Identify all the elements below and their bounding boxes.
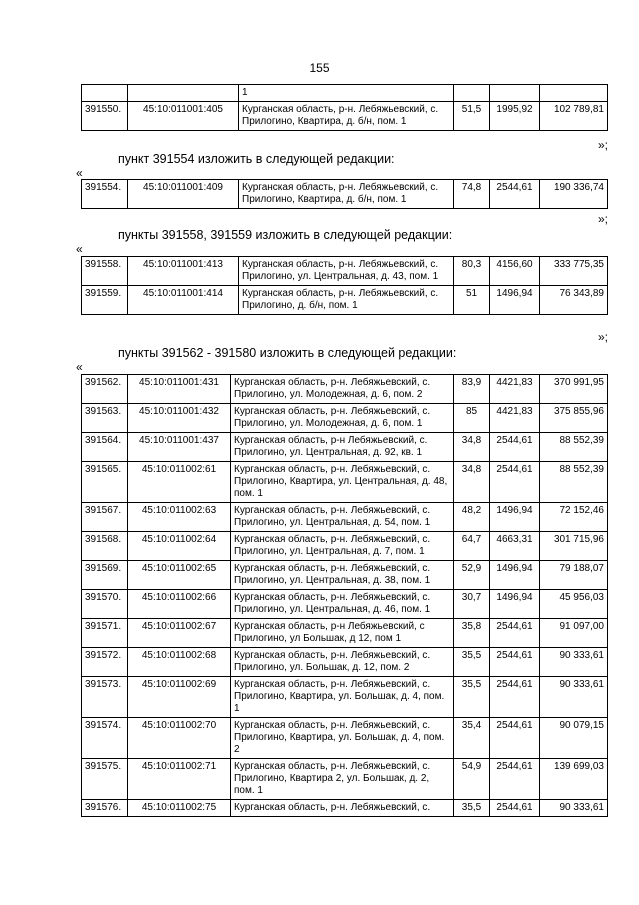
address-cell: Курганская область, р-н. Лебяжьевский, с. Прилогино, Квартира, д. б/н, пом. 1 <box>239 102 454 131</box>
row-number: 391570. <box>82 590 128 619</box>
table-row <box>82 503 608 532</box>
close-quote: »; <box>598 212 609 226</box>
table-row <box>82 800 608 817</box>
address-cell: Курганская область, р-н. Лебяжьевский, с. Прилогино, ул. Молодежная, д. 6, пом. 1 <box>231 404 454 433</box>
rate-cell: 2544,61 <box>490 759 540 800</box>
rate-cell: 4421,83 <box>490 404 540 433</box>
address-cell: Курганская область, р-н. Лебяжьевский, с. Прилогино, Квартира, ул. Центральная, д. 48, пом. 1 <box>231 462 454 503</box>
area-cell: 80,3 <box>454 257 490 286</box>
address-cell: Курганская область, р-н. Лебяжьевский, с. Прилогино, ул. Центральная, д. 7, пом. 1 <box>231 532 454 561</box>
cadastral-number: 45:10:011002:64 <box>128 532 231 561</box>
area-cell: 34,8 <box>454 462 490 503</box>
close-quote: »; <box>598 138 609 152</box>
table-cell: 1 <box>239 85 454 102</box>
address-cell: Курганская область, р-н. Лебяжьевский, с. <box>231 800 454 817</box>
row-number: 391559. <box>82 286 128 315</box>
table-block-1 <box>81 84 608 131</box>
area-cell: 83,9 <box>454 375 490 404</box>
table-header-row <box>82 85 608 102</box>
row-number: 391558. <box>82 257 128 286</box>
row-number: 391572. <box>82 648 128 677</box>
row-number: 391575. <box>82 759 128 800</box>
cadastral-number: 45:10:011002:65 <box>128 561 231 590</box>
cadastral-number: 45:10:011002:66 <box>128 590 231 619</box>
value-cell: 375 855,96 <box>540 404 608 433</box>
area-cell: 52,9 <box>454 561 490 590</box>
address-cell: Курганская область, р-н. Лебяжьевский, с. Прилогино, ул. Молодежная, д. 6, пом. 2 <box>231 375 454 404</box>
rate-cell: 4156,60 <box>490 257 540 286</box>
table-cell <box>490 85 540 102</box>
value-cell: 370 991,95 <box>540 375 608 404</box>
rate-cell: 1995,92 <box>490 102 540 131</box>
row-number: 391567. <box>82 503 128 532</box>
table-cell <box>454 85 490 102</box>
table-row <box>82 648 608 677</box>
cadastral-number: 45:10:011001:405 <box>128 102 239 131</box>
table-row <box>82 257 608 286</box>
rate-cell: 2544,61 <box>490 800 540 817</box>
row-number: 391554. <box>82 180 128 209</box>
area-cell: 35,8 <box>454 619 490 648</box>
row-number: 391569. <box>82 561 128 590</box>
cadastral-number: 45:10:011002:75 <box>128 800 231 817</box>
table-row <box>82 375 608 404</box>
rate-cell: 2544,61 <box>490 677 540 718</box>
table-block-3 <box>81 256 608 315</box>
cadastral-number: 45:10:011002:61 <box>128 462 231 503</box>
cadastral-number: 45:10:011002:63 <box>128 503 231 532</box>
rate-cell: 2544,61 <box>490 648 540 677</box>
row-number: 391564. <box>82 433 128 462</box>
area-cell: 54,9 <box>454 759 490 800</box>
value-cell: 90 333,61 <box>540 800 608 817</box>
value-cell: 79 188,07 <box>540 561 608 590</box>
address-cell: Курганская область, р-н. Лебяжьевский, с. Прилогино, Квартира, ул. Большак, д. 4, пом. 1 <box>231 677 454 718</box>
area-cell: 35,5 <box>454 648 490 677</box>
table-block-4 <box>81 374 608 817</box>
address-cell: Курганская область, р-н. Лебяжьевский, с. Прилогино, Квартира, ул. Большак, д. 4, пом. 2 <box>231 718 454 759</box>
rate-cell: 1496,94 <box>490 503 540 532</box>
rate-cell: 4663,31 <box>490 532 540 561</box>
page-number: 155 <box>309 61 330 75</box>
cadastral-number: 45:10:011002:68 <box>128 648 231 677</box>
address-cell: Курганская область, р-н. Лебяжьевский, с. Прилогино, Квартира, д. б/н, пом. 1 <box>239 180 454 209</box>
open-quote: « <box>76 242 83 256</box>
rate-cell: 2544,61 <box>490 462 540 503</box>
table-cell <box>82 85 128 102</box>
row-number: 391563. <box>82 404 128 433</box>
area-cell: 51 <box>454 286 490 315</box>
value-cell: 190 336,74 <box>540 180 608 209</box>
table-row <box>82 759 608 800</box>
area-cell: 64,7 <box>454 532 490 561</box>
row-number: 391571. <box>82 619 128 648</box>
table-row <box>82 677 608 718</box>
table-row <box>82 180 608 209</box>
table-block-2 <box>81 179 608 209</box>
table-row <box>82 619 608 648</box>
address-cell: Курганская область, р-н. Лебяжьевский, с. Прилогино, ул. Центральная, д. 46, пом. 1 <box>231 590 454 619</box>
area-cell: 35,5 <box>454 800 490 817</box>
table-row <box>82 462 608 503</box>
table-row <box>82 590 608 619</box>
address-cell: Курганская область, р-н. Лебяжьевский, с. Прилогино, ул. Большак, д. 12, пом. 2 <box>231 648 454 677</box>
value-cell: 88 552,39 <box>540 433 608 462</box>
row-number: 391568. <box>82 532 128 561</box>
area-cell: 48,2 <box>454 503 490 532</box>
row-number: 391573. <box>82 677 128 718</box>
table-row <box>82 286 608 315</box>
row-number: 391550. <box>82 102 128 131</box>
heading-amendment-391554: пункт 391554 изложить в следующей редакции: <box>118 152 395 166</box>
value-cell: 102 789,81 <box>540 102 608 131</box>
heading-amendment-391562-391580: пункты 391562 - 391580 изложить в следующей редакции: <box>118 346 457 360</box>
address-cell: Курганская область, р-н. Лебяжьевский, с. Прилогино, ул. Центральная, д. 43, пом. 1 <box>239 257 454 286</box>
address-cell: Курганская область, р-н. Лебяжьевский, с. Прилогино, ул. Центральная, д. 54, пом. 1 <box>231 503 454 532</box>
rate-cell: 2544,61 <box>490 718 540 759</box>
value-cell: 76 343,89 <box>540 286 608 315</box>
value-cell: 90 333,61 <box>540 677 608 718</box>
table-row <box>82 102 608 131</box>
cadastral-number: 45:10:011001:414 <box>128 286 239 315</box>
table-row <box>82 532 608 561</box>
value-cell: 45 956,03 <box>540 590 608 619</box>
area-cell: 85 <box>454 404 490 433</box>
value-cell: 88 552,39 <box>540 462 608 503</box>
cadastral-number: 45:10:011001:409 <box>128 180 239 209</box>
cadastral-number: 45:10:011002:69 <box>128 677 231 718</box>
value-cell: 301 715,96 <box>540 532 608 561</box>
cadastral-number: 45:10:011002:67 <box>128 619 231 648</box>
area-cell: 51,5 <box>454 102 490 131</box>
value-cell: 91 097,00 <box>540 619 608 648</box>
address-cell: Курганская область, р-н. Лебяжьевский, с. Прилогино, ул. Центральная, д. 38, пом. 1 <box>231 561 454 590</box>
address-cell: Курганская область, р-н. Лебяжьевский, с. Прилогино, д. б/н, пом. 1 <box>239 286 454 315</box>
rate-cell: 2544,61 <box>490 180 540 209</box>
area-cell: 34,8 <box>454 433 490 462</box>
address-cell: Курганская область, р-н Лебяжьевский, с Прилогино, ул Большак, д 12, пом 1 <box>231 619 454 648</box>
table-row <box>82 561 608 590</box>
cadastral-number: 45:10:011002:70 <box>128 718 231 759</box>
rate-cell: 1496,94 <box>490 590 540 619</box>
cadastral-number: 45:10:011001:432 <box>128 404 231 433</box>
row-number: 391562. <box>82 375 128 404</box>
area-cell: 30,7 <box>454 590 490 619</box>
value-cell: 333 775,35 <box>540 257 608 286</box>
open-quote: « <box>76 166 83 180</box>
row-number: 391565. <box>82 462 128 503</box>
open-quote: « <box>76 360 83 374</box>
table-row <box>82 404 608 433</box>
address-cell: Курганская область, р-н Лебяжьевский, с. Прилогино, ул. Центральная, д. 92, кв. 1 <box>231 433 454 462</box>
close-quote: »; <box>598 330 609 344</box>
cadastral-number: 45:10:011001:413 <box>128 257 239 286</box>
address-cell: Курганская область, р-н. Лебяжьевский, с. Прилогино, Квартира 2, ул. Большак, д. 2, пом. 1 <box>231 759 454 800</box>
rate-cell: 2544,61 <box>490 433 540 462</box>
area-cell: 74,8 <box>454 180 490 209</box>
value-cell: 90 079,15 <box>540 718 608 759</box>
table-row <box>82 433 608 462</box>
value-cell: 139 699,03 <box>540 759 608 800</box>
rate-cell: 1496,94 <box>490 286 540 315</box>
area-cell: 35,5 <box>454 677 490 718</box>
value-cell: 72 152,46 <box>540 503 608 532</box>
table-cell <box>540 85 608 102</box>
rate-cell: 2544,61 <box>490 619 540 648</box>
cadastral-number: 45:10:011002:71 <box>128 759 231 800</box>
cadastral-number: 45:10:011001:437 <box>128 433 231 462</box>
table-cell <box>128 85 239 102</box>
area-cell: 35,4 <box>454 718 490 759</box>
row-number: 391574. <box>82 718 128 759</box>
cadastral-number: 45:10:011001:431 <box>128 375 231 404</box>
rate-cell: 1496,94 <box>490 561 540 590</box>
value-cell: 90 333,61 <box>540 648 608 677</box>
rate-cell: 4421,83 <box>490 375 540 404</box>
table-row <box>82 718 608 759</box>
row-number: 391576. <box>82 800 128 817</box>
heading-amendment-391558-391559: пункты 391558, 391559 изложить в следующей редакции: <box>118 228 453 242</box>
